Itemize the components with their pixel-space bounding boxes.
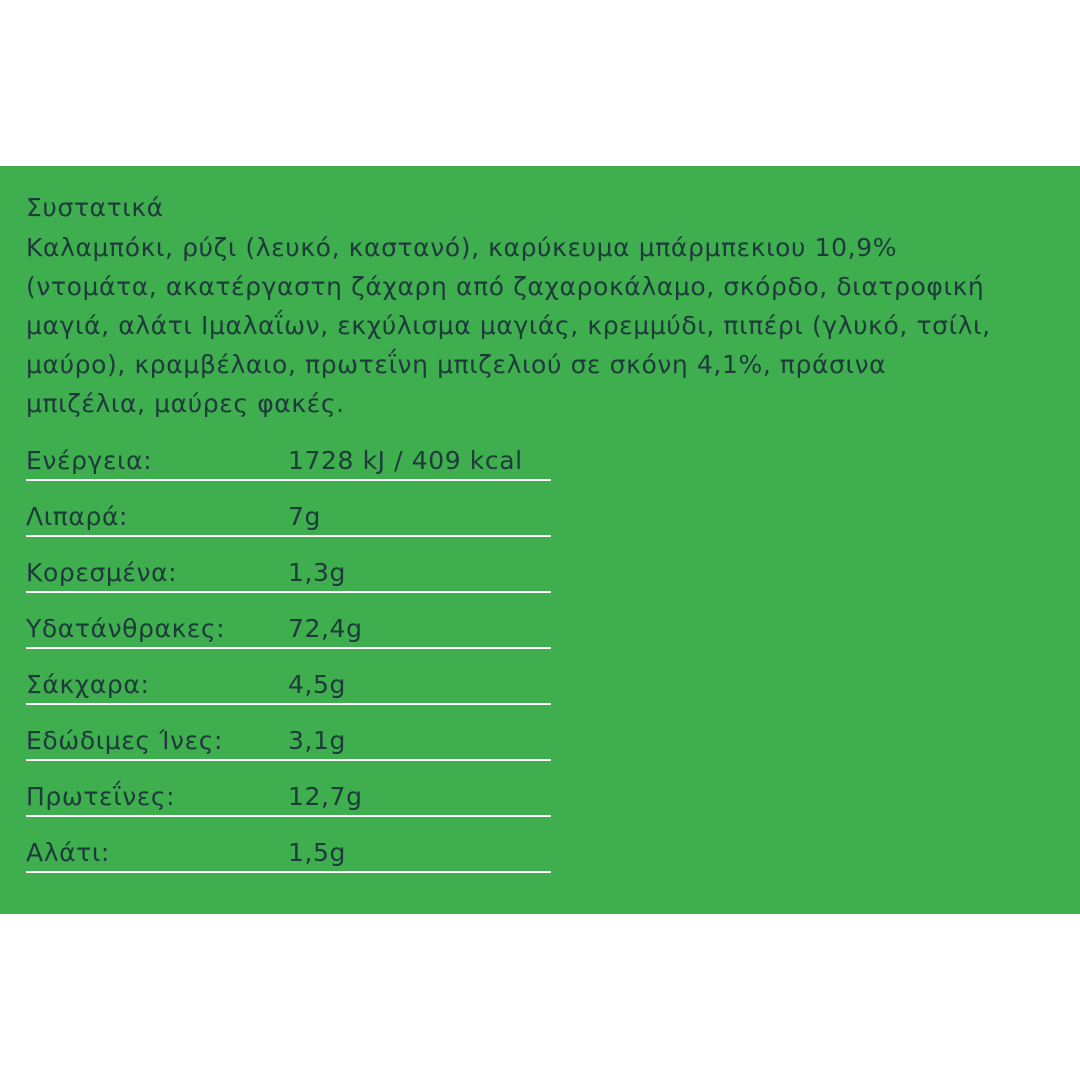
- nutrition-row-carbohydrates: [26, 593, 551, 649]
- nutrition-label: Κορεσμένα:: [26, 558, 178, 587]
- ingredients-line: Καλαμπόκι, ρύζι (λευκό, καστανό), καρύκευμα μπάρμπεκιου 10,9%: [26, 233, 898, 262]
- nutrition-label: Λιπαρά:: [26, 502, 129, 531]
- nutrition-label: Εδώδιμες Ίνες:: [26, 726, 223, 755]
- nutrition-row-fat: [26, 481, 551, 537]
- nutrition-label: Πρωτεΐνες:: [26, 782, 176, 811]
- ingredients-line: μπιζέλια, μαύρες φακές.: [26, 389, 345, 418]
- nutrition-value: 1,5g: [288, 838, 347, 867]
- nutrition-row-saturated: [26, 537, 551, 593]
- nutrition-row-energy: [26, 439, 551, 481]
- nutrition-row-fibre: [26, 705, 551, 761]
- nutrition-label: Υδατάνθρακες:: [26, 614, 226, 643]
- nutrition-value: 72,4g: [288, 614, 363, 643]
- nutrition-value: 12,7g: [288, 782, 363, 811]
- nutrition-value: 1,3g: [288, 558, 347, 587]
- ingredients-line: μαύρο), κραμβέλαιο, πρωτεΐνη μπιζελιού σε σκόνη 4,1%, πράσινα: [26, 350, 887, 379]
- nutrition-label: Σάκχαρα:: [26, 670, 150, 699]
- nutrition-row-salt: [26, 817, 551, 873]
- ingredients-text: [26, 228, 1066, 423]
- nutrition-value: 7g: [288, 502, 321, 531]
- nutrition-label: Ενέργεια:: [26, 446, 153, 475]
- ingredients-panel: [0, 166, 1080, 914]
- nutrition-table: [26, 439, 551, 873]
- ingredients-heading: Συστατικά: [26, 193, 164, 222]
- nutrition-value: 1728 kJ / 409 kcal: [288, 446, 523, 475]
- ingredients-line: (ντομάτα, ακατέργαστη ζάχαρη από ζαχαροκάλαμο, σκόρδο, διατροφική: [26, 272, 985, 301]
- nutrition-value: 3,1g: [288, 726, 347, 755]
- nutrition-row-protein: [26, 761, 551, 817]
- nutrition-label: Αλάτι:: [26, 838, 110, 867]
- ingredients-line: μαγιά, αλάτι Ιμαλαΐων, εκχύλισμα μαγιάς, κρεμμύδι, πιπέρι (γλυκό, τσίλι,: [26, 311, 991, 340]
- nutrition-row-sugars: [26, 649, 551, 705]
- nutrition-value: 4,5g: [288, 670, 347, 699]
